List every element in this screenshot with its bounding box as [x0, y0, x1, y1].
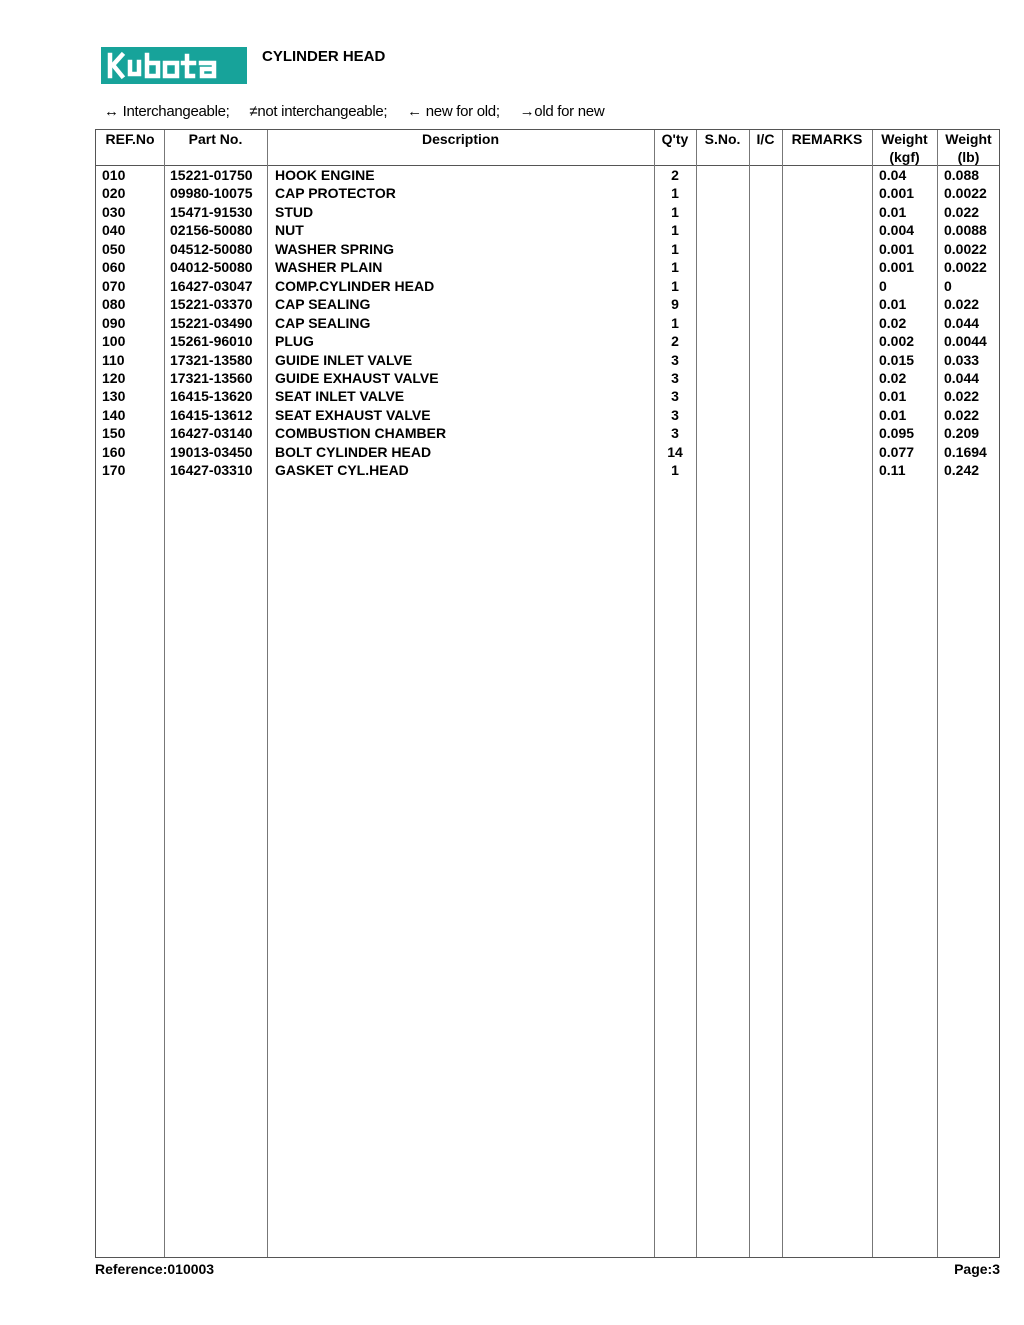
cell-qty: 1	[671, 259, 679, 276]
cell-qty: 1	[671, 314, 679, 331]
legend-label: Interchangeable;	[122, 103, 230, 120]
cell-wkgf: 0.01	[879, 406, 907, 423]
cell-desc: CAP SEALING	[275, 314, 371, 331]
cell-desc: SEAT INLET VALVE	[275, 388, 405, 405]
cell-qty: 1	[671, 222, 679, 239]
cell-wlb: 0.0022	[944, 185, 987, 202]
cell-desc: HOOK ENGINE	[275, 167, 375, 183]
cell-ref: 110	[102, 351, 125, 368]
cell-wkgf: 0.077	[879, 443, 915, 460]
table-row	[96, 258, 999, 276]
cell-wlb: 0.022	[944, 203, 980, 220]
cell-part: 15471-91530	[170, 203, 253, 220]
table-row	[96, 406, 999, 424]
legend-new-for-old	[407, 103, 500, 120]
cell-part: 15221-01750	[170, 167, 253, 183]
cell-part: 15221-03370	[170, 296, 253, 313]
cell-wlb: 0.242	[944, 462, 980, 479]
cell-part: 16427-03310	[170, 462, 253, 479]
cell-desc: BOLT CYLINDER HEAD	[275, 443, 432, 460]
cell-part: 16415-13612	[170, 406, 253, 423]
kubota-logo	[101, 47, 247, 84]
cell-desc: PLUG	[275, 333, 314, 350]
cell-qty: 3	[671, 406, 679, 423]
cell-desc: COMBUSTION CHAMBER	[275, 425, 447, 442]
cell-qty: 3	[671, 351, 679, 368]
cell-ref: 070	[102, 277, 126, 294]
cell-ref: 170	[102, 462, 126, 479]
table-row	[96, 221, 999, 239]
cell-qty: 1	[671, 462, 679, 479]
table-row	[96, 203, 999, 221]
column-header-ic: I/C	[756, 131, 775, 147]
column-header-qty: Q'ty	[661, 131, 689, 147]
table-row	[96, 184, 999, 202]
column-header-part: Part No.	[188, 131, 243, 147]
cell-ref: 010	[102, 167, 126, 183]
cell-ref: 040	[102, 222, 126, 239]
table-row	[96, 277, 999, 295]
cell-desc: WASHER SPRING	[275, 240, 395, 257]
legend-label: new for old;	[425, 103, 500, 120]
cell-wlb: 0.209	[944, 425, 980, 442]
column-header-remarks: REMARKS	[791, 131, 863, 147]
cell-wlb: 0.022	[944, 388, 980, 405]
cell-desc: GASKET CYL.HEAD	[275, 462, 409, 479]
cell-wkgf: 0.002	[879, 333, 915, 350]
table-row	[96, 314, 999, 332]
cell-desc: GUIDE INLET VALVE	[275, 351, 413, 368]
cell-part: 15221-03490	[170, 314, 253, 331]
table-row	[96, 240, 999, 258]
cell-wkgf: 0.01	[879, 296, 907, 313]
legend-label: old for new	[534, 103, 605, 120]
cell-qty: 9	[671, 296, 679, 313]
cell-desc: STUD	[275, 203, 314, 220]
page-number: Page:3	[954, 1261, 1000, 1277]
cell-wlb: 0	[944, 277, 952, 294]
cell-wkgf: 0.04	[879, 167, 907, 183]
cell-wlb: 0.1694	[944, 443, 987, 460]
cell-part: 16415-13620	[170, 388, 253, 405]
cell-ref: 080	[102, 296, 126, 313]
cell-wlb: 0.044	[944, 369, 980, 386]
cell-wkgf: 0.01	[879, 203, 907, 220]
cell-qty: 2	[671, 167, 679, 183]
cell-wlb: 0.044	[944, 314, 980, 331]
legend-old-for-new	[520, 103, 605, 120]
double-arrow-icon: ↔	[104, 103, 119, 120]
column-header-desc: Description	[421, 131, 499, 147]
cell-ref: 160	[102, 443, 126, 460]
table-row	[96, 351, 999, 369]
cell-wlb: 0.0022	[944, 240, 987, 257]
legend-label: not interchangeable;	[257, 103, 388, 120]
cell-ref: 100	[102, 333, 126, 350]
column-header-wkgf: Weight (kgf)	[881, 131, 928, 165]
cell-qty: 2	[671, 333, 679, 350]
cell-qty: 1	[671, 240, 679, 257]
cell-desc: SEAT EXHAUST VALVE	[275, 406, 431, 423]
cell-qty: 14	[667, 443, 683, 460]
cell-ref: 060	[102, 259, 126, 276]
cell-wkgf: 0.11	[879, 462, 906, 479]
cell-qty: 1	[671, 277, 679, 294]
cell-ref: 150	[102, 425, 126, 442]
cell-desc: GUIDE EXHAUST VALVE	[275, 369, 439, 386]
table-row	[96, 461, 999, 479]
reference-number: Reference:010003	[95, 1261, 215, 1277]
cell-desc: CAP PROTECTOR	[275, 185, 396, 202]
page-title: CYLINDER HEAD	[262, 48, 386, 65]
cell-qty: 3	[671, 369, 679, 386]
table-row	[96, 424, 999, 442]
cell-wkgf: 0.01	[879, 388, 907, 405]
cell-part: 02156-50080	[170, 222, 253, 239]
cell-ref: 120	[102, 369, 126, 386]
cell-part: 17321-13580	[170, 351, 253, 368]
legend-interchangeable	[104, 103, 230, 120]
table-row	[96, 295, 999, 313]
legend-not-interchangeable	[249, 103, 387, 120]
cell-part: 15261-96010	[170, 333, 253, 350]
right-arrow-icon: →	[519, 103, 535, 120]
cell-wkgf: 0.015	[879, 351, 915, 368]
cell-wkgf: 0.02	[879, 369, 907, 386]
cell-wkgf: 0.001	[879, 240, 915, 257]
column-header-ref: REF.No	[105, 131, 155, 147]
cell-ref: 050	[102, 240, 126, 257]
not-equal-icon: ≠	[249, 103, 258, 120]
cell-wlb: 0.088	[944, 167, 980, 183]
cell-wlb: 0.022	[944, 296, 980, 313]
cell-desc: WASHER PLAIN	[275, 259, 383, 276]
table-row	[96, 332, 999, 350]
cell-qty: 3	[671, 388, 679, 405]
column-header-sno: S.No.	[704, 131, 741, 147]
interchangeability-legend	[104, 103, 620, 120]
cell-desc: COMP.CYLINDER HEAD	[275, 277, 435, 294]
cell-wlb: 0.033	[944, 351, 980, 368]
cell-wkgf: 0.001	[879, 259, 915, 276]
cell-part: 04512-50080	[170, 240, 253, 257]
cell-qty: 1	[671, 203, 679, 220]
cell-wkgf: 0.02	[879, 314, 907, 331]
left-arrow-icon: ←	[407, 103, 422, 120]
cell-ref: 020	[102, 185, 126, 202]
cell-wlb: 0.0044	[944, 333, 987, 350]
parts-table	[95, 129, 1000, 1258]
cell-wkgf: 0	[879, 277, 887, 294]
cell-part: 09980-10075	[170, 185, 253, 202]
cell-wlb: 0.022	[944, 406, 980, 423]
cell-wkgf: 0.001	[879, 185, 915, 202]
cell-part: 17321-13560	[170, 369, 253, 386]
cell-ref: 030	[102, 203, 126, 220]
cell-part: 19013-03450	[170, 443, 253, 460]
cell-desc: NUT	[275, 222, 304, 239]
cell-ref: 140	[102, 406, 126, 423]
table-row	[96, 369, 999, 387]
cell-desc: CAP SEALING	[275, 296, 371, 313]
kubota-logo-mark	[101, 47, 247, 84]
cell-ref: 090	[102, 314, 126, 331]
table-row	[96, 443, 999, 461]
cell-wlb: 0.0022	[944, 259, 987, 276]
cell-wlb: 0.0088	[944, 222, 987, 239]
column-header-wlb: Weight (lb)	[945, 131, 992, 165]
table-row	[96, 387, 999, 405]
cell-qty: 1	[671, 185, 679, 202]
cell-part: 04012-50080	[170, 259, 253, 276]
cell-ref: 130	[102, 388, 126, 405]
cell-qty: 3	[671, 425, 679, 442]
cell-wkgf: 0.004	[879, 222, 915, 239]
cell-wkgf: 0.095	[879, 425, 915, 442]
cell-part: 16427-03140	[170, 425, 253, 442]
cell-part: 16427-03047	[170, 277, 253, 294]
table-row	[96, 166, 999, 184]
